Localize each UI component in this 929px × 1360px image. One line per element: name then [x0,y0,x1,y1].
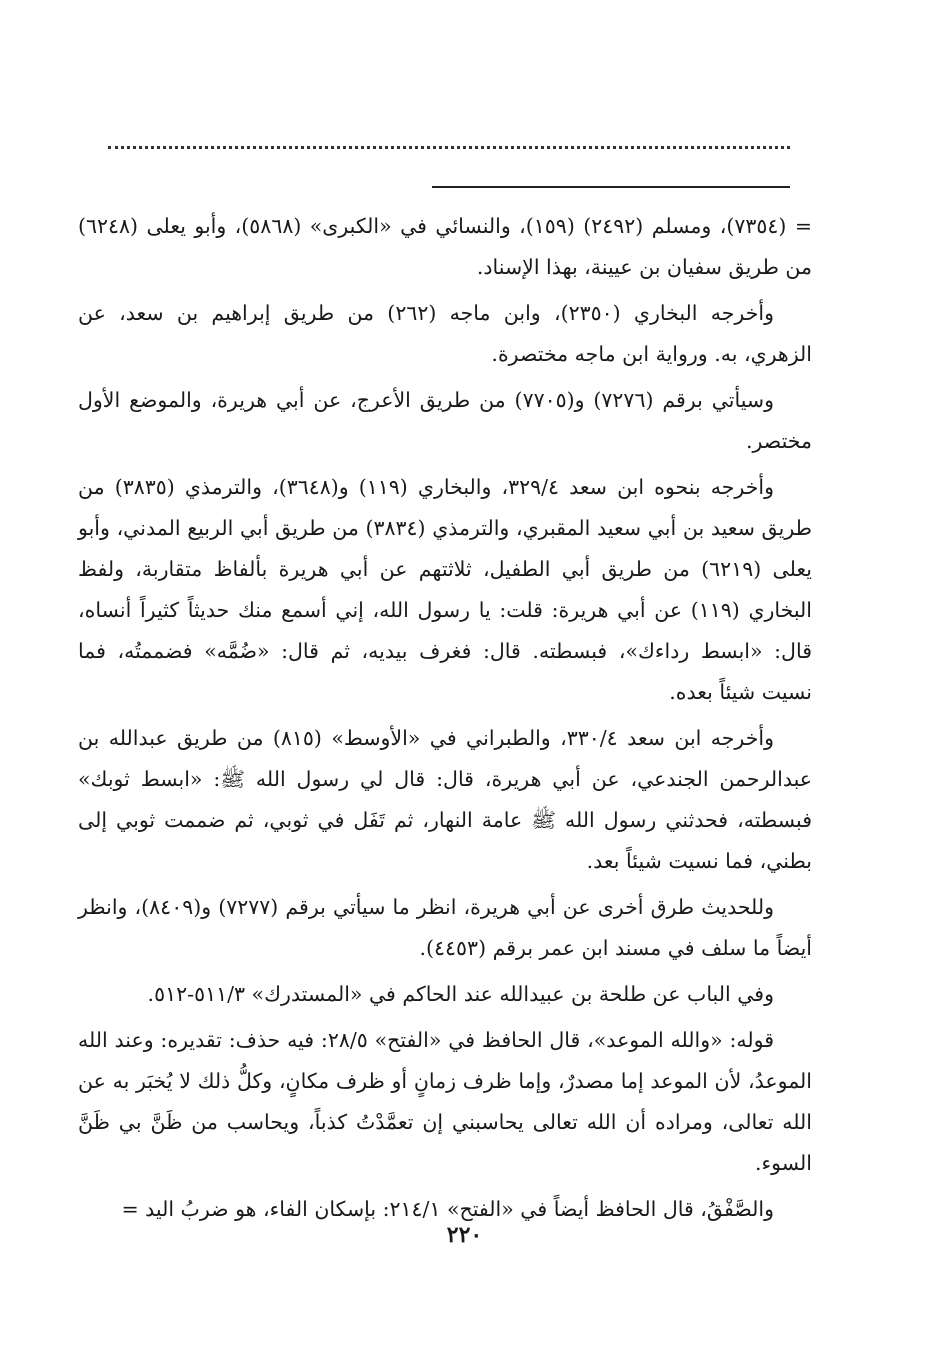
footnote-paragraph: وفي الباب عن طلحة بن عبيدالله عند الحاكم في «المستدرك» ٥١١/٣-٥١٢. [147,982,774,1006]
page-number: ٢٢٠ [446,1222,483,1248]
dotted-separator [108,146,790,149]
footnote-separator-line [432,186,790,188]
footnote-paragraph: وأخرجه ابن سعد ٣٣٠/٤، والطبراني في «الأوسط» (٨١٥) من طريق عبدالله بن عبدالرحمن الجندعي، عن أبي هريرة، قال: قال لي رسول الله ﷺ: «ابسط ثوبك» فبسطته، فحدثني رسول الله ﷺ عامة النهار، ثم تَفَل في ثوبي، ثم ضممت ثوبي إلى بطني، فما نسيت شيئاً بعد. [78,726,812,873]
footnotes-text [78,206,812,1235]
footnote-paragraph: وللحديث طرق أخرى عن أبي هريرة، انظر ما سيأتي برقم (٧٢٧٧) و(٨٤٠٩)، وانظر أيضاً ما سلف في مسند ابن عمر برقم (٤٤٥٣). [78,895,812,960]
footnote-paragraph: وسيأتي برقم (٧٢٧٦) و(٧٧٠٥) من طريق الأعرج، عن أبي هريرة، والموضع الأول مختصر. [78,388,812,453]
footnote-paragraph: والصَّفْقُ، قال الحافظ أيضاً في «الفتح» ٢١٤/١: بإسكان الفاء، هو ضربُ اليد = [121,1197,774,1221]
footnote-paragraph: وأخرجه البخاري (٢٣٥٠)، وابن ماجه (٢٦٢) من طريق إبراهيم بن سعد، عن الزهري، به. ورواية ابن ماجه مختصرة. [78,301,812,366]
footnote-paragraph: وأخرجه بنحوه ابن سعد ٣٢٩/٤، والبخاري (١١٩) و(٣٦٤٨)، والترمذي (٣٨٣٥) من طريق سعيد بن أبي سعيد المقبري، والترمذي (٣٨٣٤) من طريق أبي الربيع المدني، وأبو يعلى (٦٢١٩) من طريق أبي الطفيل، ثلاثتهم عن أبي هريرة بألفاظ متقاربة، ولفظ البخاري (١١٩) عن أبي هريرة: قلت: يا رسول الله، إني أسمع منك حديثاً كثيراً أنساه، قال: «ابسط رداءك»، فبسطته. قال: فغرف بيديه، ثم قال: «ضُمَّه» فضممتُه، فما نسيت شيئاً بعده. [78,475,812,704]
footnote-paragraph: = (٧٣٥٤)، ومسلم (٢٤٩٢) (١٥٩)، والنسائي في «الكبرى» (٥٨٦٨)، وأبو يعلى (٦٢٤٨) من طريق سفيان بن عيينة، بهذا الإسناد. [78,214,813,279]
footnote-paragraph: قوله: «والله الموعد»، قال الحافظ في «الفتح» ٢٨/٥: فيه حذف: تقديره: وعند الله الموعدُ، لأن الموعد إما مصدرٌ، وإما ظرف زمانٍ أو ظرف مكانٍ، وكلُّ ذلك لا يُخبَر به عن الله تعالى، ومراده أن الله تعالى يحاسبني إن تعمَّدْتُ كذباً، ويحاسب من ظَنَّ بي ظَنَّ السوء. [78,1028,812,1175]
